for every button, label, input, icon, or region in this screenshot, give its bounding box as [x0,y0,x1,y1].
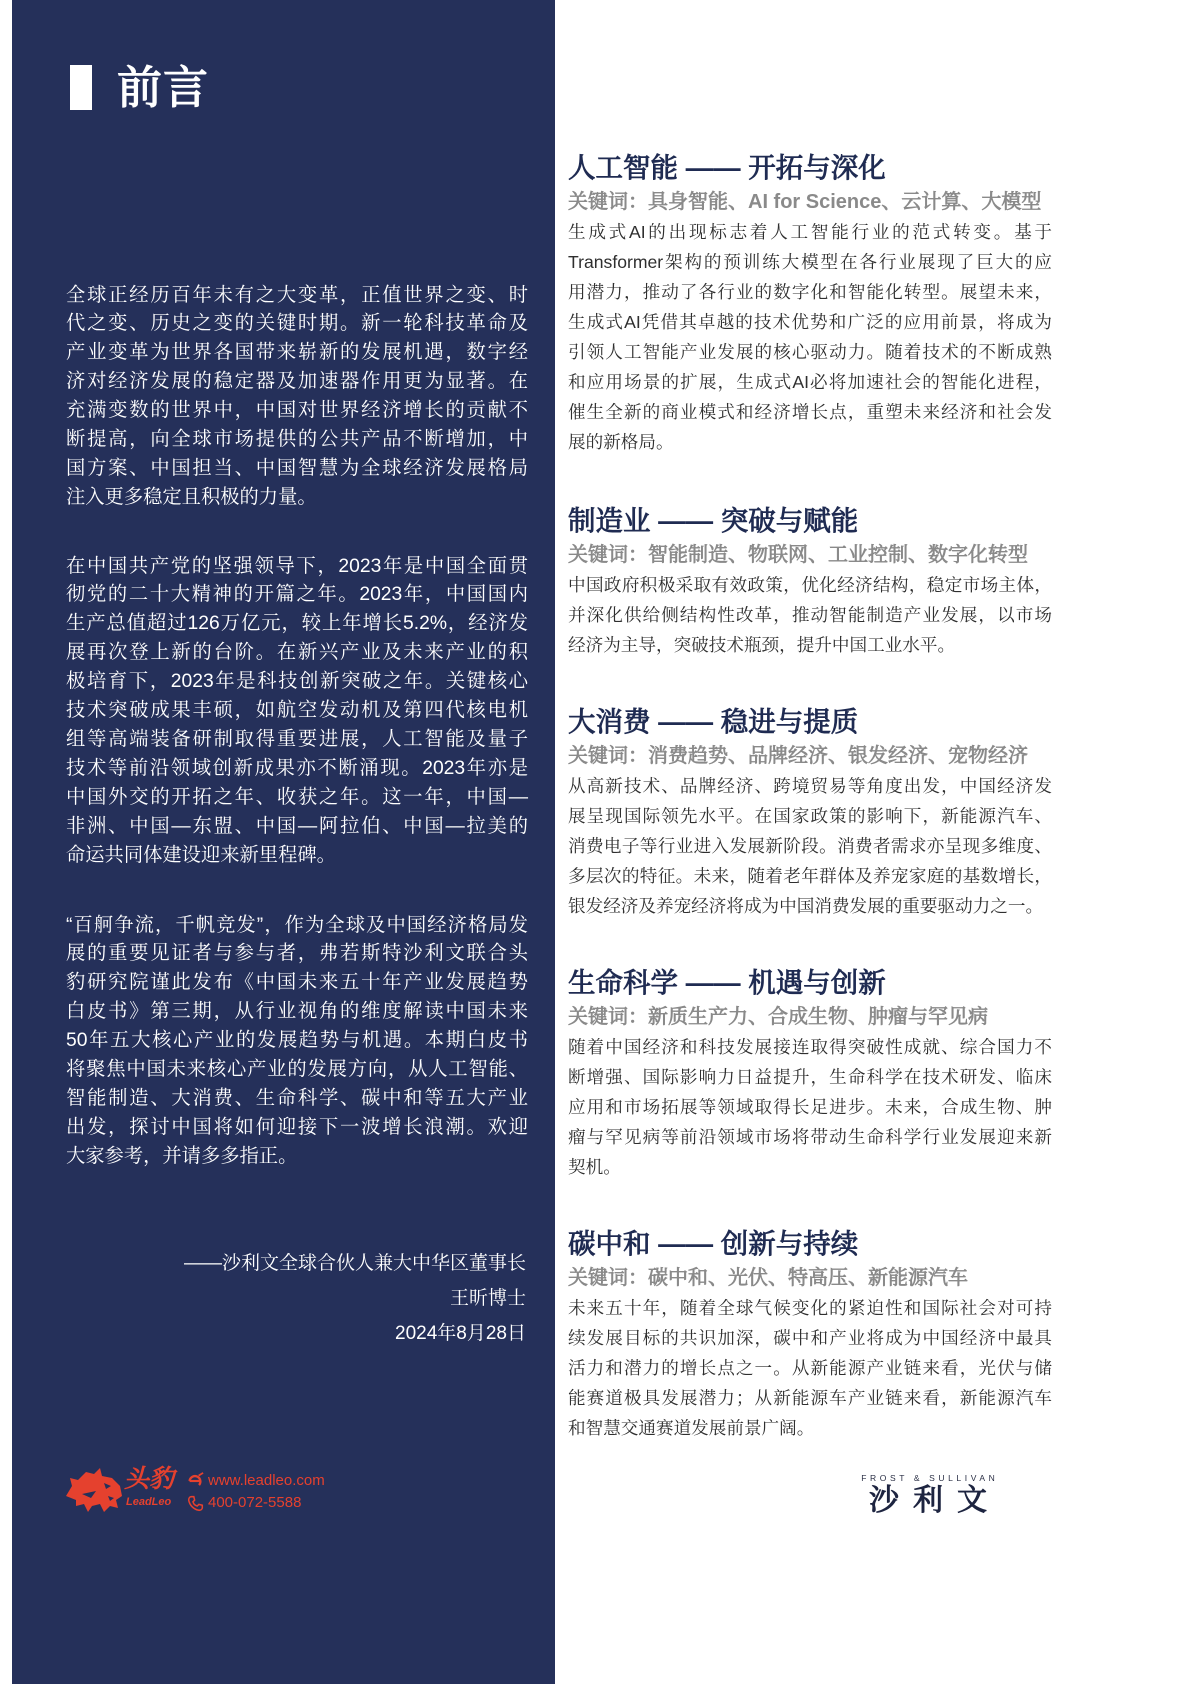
leopard-head-icon [64,1466,124,1514]
section-body-consumption-line: 银发经济及养宠经济将成为中国消费发展的重要驱动力之一。 [568,896,1044,916]
section-keywords: 关键词：消费趋势、品牌经济、银发经济、宠物经济 [568,745,1028,767]
section-title: 大消费 —— 稳进与提质 [568,706,859,737]
frost-sullivan-logo [848,1468,1008,1520]
section-keywords: 关键词：新质生产力、合成生物、肿瘤与罕见病 [568,1006,988,1028]
preface-paragraph-3-line: 豹研究院谨此发布《中国未来五十年产业发展趋势 [66,972,528,994]
preface-paragraph-1 [66,282,528,513]
section-body-consumption [568,771,1052,921]
preface-paragraph-1-line: 全球正经历百年未有之大变革，正值世界之变、时 [66,284,528,306]
preface-paragraph-3-line: 50年五大核心产业的发展趋势与机遇。本期白皮书 [66,1030,528,1052]
section-consumption [568,703,1052,921]
section-title: 人工智能 —— 开拓与深化 [568,152,886,183]
section-body-ai [568,217,1052,457]
section-body-carbon-neutrality-line: 和智慧交通赛道发展前景广阔。 [568,1418,815,1438]
section-keywords: 关键词：具身智能、AI for Science、云计算、大模型 [568,191,1042,213]
page-title: 前言 [117,62,210,113]
preface-paragraph-3-line: 展的重要见证者与参与者，弗若斯特沙利文联合头 [66,943,528,965]
signature-name: 王昕博士 [449,1287,526,1309]
section-body-life-science-line: 瘤与罕见病等前沿领域市场将带动生命科学行业发展迎来新 [568,1127,1052,1147]
section-body-life-science [568,1032,1052,1182]
e-icon [186,1472,204,1490]
preface-paragraph-2 [66,553,528,871]
leadleo-brand-cn: 头豹 [124,1465,175,1493]
signature-role: ——沙利文全球合伙人兼大中华区董事长 [183,1252,526,1274]
section-title: 生命科学 —— 机遇与创新 [568,967,886,998]
leadleo-brand-en: LeadLeo [126,1496,172,1508]
preface-paragraph-3-line: “百舸争流，千帆竞发”，作为全球及中国经济格局发 [66,914,528,936]
section-body-life-science-line: 契机。 [568,1157,621,1177]
preface-paragraph-1-line: 注入更多稳定且积极的力量。 [66,486,317,508]
section-title: 碳中和 —— 创新与持续 [568,1228,859,1259]
section-manufacturing [568,502,1052,660]
section-body-ai-line: 展的新格局。 [568,432,674,452]
preface-paragraph-1-line: 济对经济发展的稳定器及加速器作用更为显著。在 [66,371,528,393]
section-body-consumption-line: 消费电子等行业进入发展新阶段。消费者需求亦呈现多维度、 [568,836,1052,856]
section-life-science [568,964,1052,1182]
section-body-carbon-neutrality-line: 能赛道极具发展潜力；从新能源车产业链来看，新能源汽车 [568,1388,1052,1408]
website-link[interactable]: www.leadleo.com [208,1472,325,1489]
preface-paragraph-2-line: 命运共同体建设迎来新里程碑。 [66,844,336,866]
section-body-ai-line: 催生全新的商业模式和经济增长点，重塑未来经济和社会发 [568,402,1052,422]
preface-paragraph-3-line: 出发，探讨中国将如何迎接下一波增长浪潮。欢迎 [66,1116,528,1138]
preface-paragraph-2-line: 中国外交的开拓之年、收获之年。这一年，中国— [66,786,528,808]
preface-paragraph-2-line: 在中国共产党的坚强领导下，2023年是中国全面贯 [66,555,528,577]
preface-paragraph-1-line: 产业变革为世界各国带来崭新的发展机遇，数字经 [66,342,528,364]
section-body-consumption-line: 多层次的特征。未来，随着老年群体及养宠家庭的基数增长， [568,866,1052,886]
section-body-carbon-neutrality-line: 续发展目标的共识加深，碳中和产业将成为中国经济中最具 [568,1328,1052,1348]
preface-paragraph-1-line: 国方案、中国担当、中国智慧为全球经济发展格局 [66,457,528,479]
section-body-carbon-neutrality-line: 未来五十年，随着全球气候变化的紧迫性和国际社会对可持 [568,1298,1052,1318]
section-body-manufacturing [568,570,1052,660]
section-keywords: 关键词：智能制造、物联网、工业控制、数字化转型 [568,544,1028,566]
section-body-carbon-neutrality [568,1293,1052,1443]
section-body-consumption-line: 展呈现国际领先水平。在国家政策的影响下，新能源汽车、 [568,806,1052,826]
preface-paragraph-3 [66,912,528,1172]
section-body-life-science-line: 随着中国经济和科技发展接连取得突破性成就、综合国力不 [568,1037,1052,1057]
section-body-ai-line: 和应用场景的扩展，生成式AI必将加速社会的智能化进程， [568,372,1052,392]
section-body-ai-line: 生成式AI凭借其卓越的技术优势和广泛的应用前景，将成为 [568,312,1052,332]
preface-paragraph-3-line: 智能制造、大消费、生命科学、碳中和等五大产业 [66,1087,528,1109]
preface-paragraph-2-line: 组等高端装备研制取得重要进展，人工智能及量子 [66,728,528,750]
frost-sullivan-brand-en: FROST & SULLIVAN [861,1473,999,1483]
phone-number: 400-072-5588 [208,1494,302,1511]
section-body-consumption-line: 从高新技术、品牌经济、跨境贸易等角度出发，中国经济发 [568,776,1052,796]
section-body-ai-line: 引领人工智能产业发展的核心驱动力。随着技术的不断成熟 [568,342,1052,362]
section-body-manufacturing-line: 中国政府积极采取有效政策，优化经济结构，稳定市场主体， [568,575,1052,595]
section-title: 制造业 —— 突破与赋能 [568,505,859,536]
section-body-ai-line: 用潜力，推动了各行业的数字化和智能化转型。展望未来， [568,282,1052,302]
section-body-ai-line: 生成式AI的出现标志着人工智能行业的范式转变。基于 [568,222,1052,242]
preface-paragraph-3-line: 将聚焦中国未来核心产业的发展方向，从人工智能、 [66,1059,528,1081]
title-accent-bar [70,65,92,110]
preface-paragraph-1-line: 断提高，向全球市场提供的公共产品不断增加，中 [66,429,528,451]
preface-paragraph-3-line: 大家参考，并请多多指正。 [66,1145,298,1167]
preface-paragraph-2-line: 生产总值超过126万亿元，较上年增长5.2%，经济发 [66,613,528,635]
preface-paragraph-3-line: 白皮书》第三期，从行业视角的维度解读中国未来 [66,1001,528,1023]
signature-date: 2024年8月28日 [395,1322,526,1344]
leadleo-footer [64,1462,364,1518]
section-body-manufacturing-line: 并深化供给侧结构性改革，推动智能制造产业发展，以市场 [568,605,1052,625]
section-artificial-intelligence [568,149,1052,457]
section-body-life-science-line: 应用和市场拓展等领域取得长足进步。未来，合成生物、肿 [568,1097,1052,1117]
preface-paragraph-1-line: 代之变、历史之变的关键时期。新一轮科技革命及 [66,313,528,335]
preface-paragraph-1-line: 充满变数的世界中，中国对世界经济增长的贡献不 [66,400,528,422]
section-carbon-neutrality [568,1225,1052,1443]
section-body-life-science-line: 断增强、国际影响力日益提升，生命科学在技术研发、临床 [568,1067,1052,1087]
preface-paragraph-2-line: 彻党的二十大精神的开篇之年。2023年，中国国内 [66,584,528,606]
preface-paragraph-2-line: 极培育下，2023年是科技创新突破之年。关键核心 [66,671,528,693]
frost-sullivan-brand-cn: 沙利文 [869,1484,1001,1517]
section-body-carbon-neutrality-line: 活力和潜力的增长点之一。从新能源产业链来看，光伏与储 [568,1358,1052,1378]
section-body-manufacturing-line: 经济为主导，突破技术瓶颈，提升中国工业水平。 [568,635,956,655]
phone-icon [187,1495,204,1512]
preface-paragraph-2-line: 技术等前沿领域创新成果亦不断涌现。2023年亦是 [66,757,528,779]
section-keywords: 关键词：碳中和、光伏、特高压、新能源汽车 [568,1267,968,1289]
preface-panel [12,0,555,1684]
preface-paragraph-2-line: 非洲、中国—东盟、中国—阿拉伯、中国—拉美的 [66,815,528,837]
preface-paragraph-2-line: 技术突破成果丰硕，如航空发动机及第四代核电机 [66,700,528,722]
section-body-ai-line: Transformer架构的预训练大模型在各行业展现了巨大的应 [568,252,1052,272]
preface-paragraph-2-line: 展再次登上新的台阶。在新兴产业及未来产业的积 [66,642,528,664]
signature-block [66,1246,526,1351]
